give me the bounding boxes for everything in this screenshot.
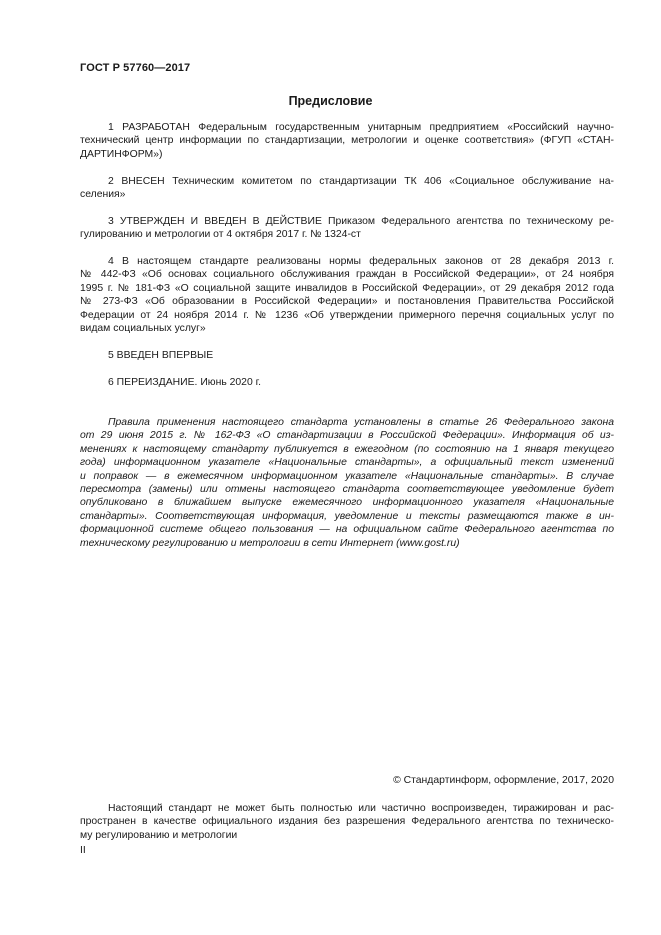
text-line: 1 РАЗРАБОТАН Федеральным государственным унитарным предприятием «Российский научно- [108, 122, 614, 133]
preface-item-1 [80, 121, 614, 161]
text-line: № 273-ФЗ «Об образовании в Российской Федерации» и постановления Правительства Российской [80, 296, 614, 308]
text-line: от 29 июня 2015 г. № 162-ФЗ «О стандартизации в Российской Федерации». Информация об из- [80, 430, 614, 442]
text-line: стандарты». Соответствующая информация, уведомление и тексты размещаются также в ин- [80, 510, 614, 522]
text-line: технический центр информации по стандартизации, метрологии и оценке соответствия» (ФГУП «СТАН- [80, 135, 614, 147]
preface-item-3 [80, 215, 614, 242]
text-line: Правила применения настоящего стандарта установлены в статье 26 Федерального закона [108, 417, 614, 428]
page-number: II [80, 845, 86, 856]
text-line: видам социальных услуг» [80, 323, 206, 335]
text-line: года) информационном указателе «Национальные стандарты», а официальный текст изменений [80, 457, 614, 469]
text-line: формационной системе общего пользования — на официальном сайте Федерального агентства по [80, 524, 614, 536]
preface-item-5: 5 ВВЕДЕН ВПЕРВЫЕ [108, 350, 214, 361]
standard-id: ГОСТ Р 57760—2017 [80, 62, 191, 74]
text-line: 1995 г. № 181-ФЗ «О социальной защите инвалидов в Российской Федерации», от 29 декабря 2012 года [80, 282, 614, 294]
text-line: пересмотра (замены) или отмены настоящего стандарта соответствующее уведомление будет [80, 484, 614, 496]
text-line: 2 ВНЕСЕН Техническим комитетом по стандартизации ТК 406 «Социальное обслуживание на- [108, 176, 614, 187]
text-line: опубликовано в ближайшем выпуске ежемесячного информационного указателя «Национальные [80, 497, 614, 509]
text-line: 4 В настоящем стандарте реализованы нормы федеральных законов от 28 декабря 2013 г. [108, 256, 614, 267]
text-line: 3 УТВЕРЖДЕН И ВВЕДЕН В ДЕЙСТВИЕ Приказом Федерального агентства по техническому ре- [108, 216, 614, 227]
text-line: Настоящий стандарт не может быть полностью или частично воспроизведен, тиражирован и рас- [108, 803, 614, 814]
copyright: © Стандартинформ, оформление, 2017, 2020 [393, 775, 614, 786]
text-line: селения» [80, 189, 126, 201]
text-line: техническому регулированию и метрологии в сети Интернет (www.gost.ru) [80, 537, 460, 549]
page-title: Предисловие [288, 94, 373, 108]
preface-item-6: 6 ПЕРЕИЗДАНИЕ. Июнь 2020 г. [108, 377, 262, 388]
preface-item-4 [80, 255, 614, 335]
text-line: Федерации от 24 ноября 2014 г. № 1236 «Об утверждении примерного перечня социальных услуг по [80, 309, 614, 321]
text-line: му регулированию и метрологии [80, 829, 238, 841]
legal-notice [80, 416, 614, 550]
text-line: гулированию и метрологии от 4 октября 2017 г. № 1324-ст [80, 229, 361, 241]
text-line: менениях к настоящему стандарту публикуется в ежегодном (по состоянию на 1 января текущего [80, 443, 614, 455]
text-line: пространен в качестве официального издания без разрешения Федерального агентства по техническо- [80, 816, 614, 828]
preface-item-2 [80, 175, 614, 202]
text-line: № 442-ФЗ «Об основах социального обслуживания граждан в Российской Федерации», от 24 ноября [80, 269, 614, 281]
text-line: и поправок — в ежемесячном информационном указателе «Национальные стандарты». В случае [80, 470, 614, 482]
reproduction-notice [80, 802, 614, 842]
text-line: ДАРТИНФОРМ») [80, 148, 163, 160]
